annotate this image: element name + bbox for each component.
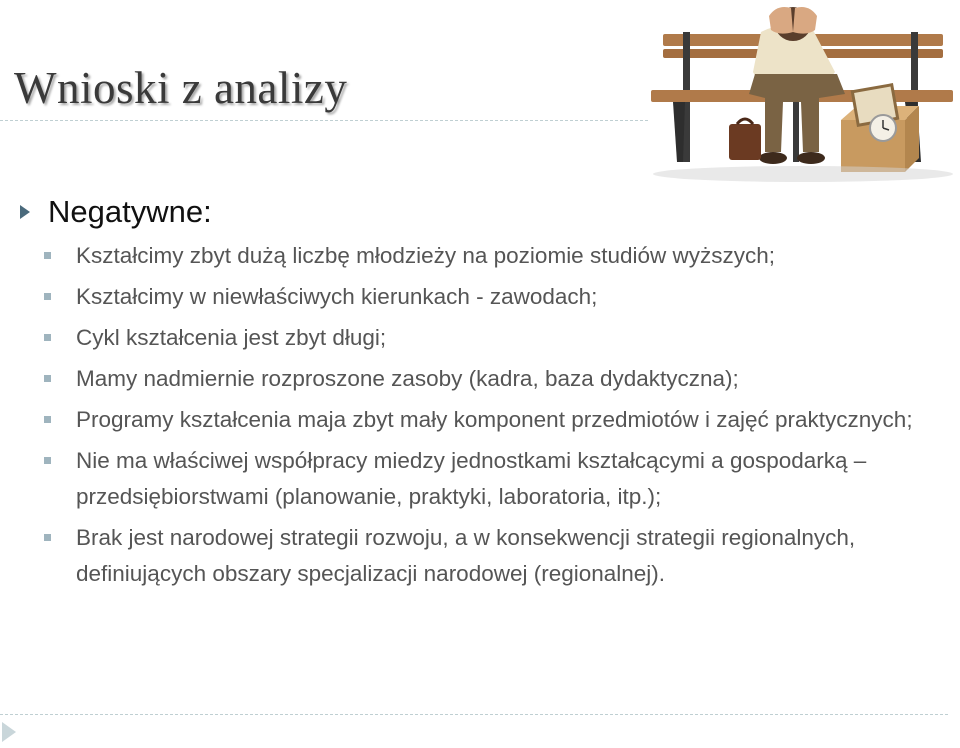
list-item-text: Mamy nadmiernie rozproszone zasoby (kadra, baza dydaktyczna);: [76, 366, 739, 391]
square-bullet-icon: [44, 252, 51, 259]
title-divider: [0, 120, 648, 121]
list-item-text: Kształcimy zbyt dużą liczbę młodzieży na poziomie studiów wyższych;: [76, 243, 776, 268]
square-bullet-icon: [44, 457, 51, 464]
slide-body: [18, 192, 948, 592]
list-item-text: Brak jest narodowej strategii rozwoju, a w konsekwencji strategii regionalnych, definiujących obszary specjalizacji narodowej (regionalnej).: [76, 525, 856, 586]
square-bullet-icon: [44, 293, 51, 300]
list-item: [18, 279, 948, 315]
square-bullet-icon: [44, 534, 51, 541]
triangle-right-icon: [2, 722, 16, 742]
list-item: [18, 238, 948, 274]
list-item: [18, 320, 948, 356]
negative-conclusions-list: [18, 238, 948, 592]
list-item: [18, 402, 948, 438]
list-item-text: Cykl kształcenia jest zbyt długi;: [76, 325, 387, 350]
list-item-text: Kształcimy w niewłaściwych kierunkach - zawodach;: [76, 284, 598, 309]
slide-title: Wnioski z analizy: [14, 63, 348, 113]
square-bullet-icon: [44, 416, 51, 423]
list-item-text: Nie ma właściwej współpracy miedzy jednostkami kształcącymi a gospodarką – przedsiębiorstwami (planowanie, praktyki, laboratoria, itp.);: [76, 448, 867, 509]
section-negatywne: [18, 192, 948, 232]
list-item: [18, 520, 948, 592]
list-item: [18, 443, 948, 515]
square-bullet-icon: [44, 375, 51, 382]
list-item-text: Programy kształcenia maja zbyt mały komponent przedmiotów i zajęć praktycznych;: [76, 407, 913, 432]
footer-divider: [0, 714, 948, 715]
section-heading: Negatywne:: [48, 194, 212, 229]
list-item: [18, 361, 948, 397]
square-bullet-icon: [44, 334, 51, 341]
sad-man-on-bench-illustration: [643, 2, 955, 188]
triangle-right-icon: [20, 205, 30, 219]
